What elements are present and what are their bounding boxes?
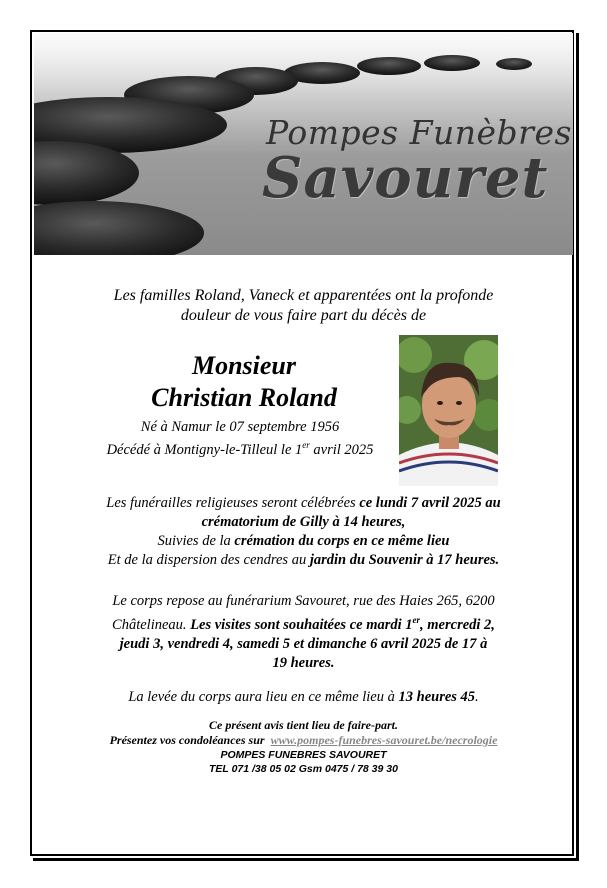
intro-line1: Les familles Roland, Vaneck et apparentées ont la profonde <box>113 287 494 304</box>
death-line: Décédé à Montigny-le-Tilleul le 1er avril 2025 <box>106 440 374 458</box>
deceased-name: Christian Roland <box>151 383 337 412</box>
brand-name-line2: Savouret <box>262 145 549 211</box>
notice-text: Ce présent avis tient lieu de faire-part. <box>209 718 398 732</box>
company-phone: TEL 071 /38 05 02 Gsm 0475 / 78 39 30 <box>209 763 398 775</box>
deceased-photo <box>399 335 498 486</box>
deceased-name-block <box>104 350 384 414</box>
visits-line4: 19 heures. <box>272 654 335 671</box>
funeral-line1: Les funérailles religieuses seront célébrées ce lundi 7 avril 2025 au <box>106 495 501 511</box>
levee-details: La levée du corps aura lieu en ce même lieu à 13 heures 45. <box>128 689 479 705</box>
intro-text <box>70 286 537 326</box>
intro-line2: douleur de vous faire part du décès de <box>180 307 427 324</box>
visits-details <box>80 592 527 673</box>
portrait-image <box>399 335 498 486</box>
funeral-line3: Suivies de la crémation du corps en ce même lieu <box>157 533 450 549</box>
visits-line2: Châtelineau. Les visites sont souhaitées ce mardi 1er, mercredi 2, <box>112 615 495 633</box>
visits-line1: Le corps repose au funérarium Savouret, rue des Haies 265, 6200 <box>112 593 495 609</box>
necrologie-link[interactable]: www.pompes-funebres-savouret.be/necrologie <box>270 733 498 747</box>
footer <box>40 718 567 776</box>
visits-line3: jeudi 3, vendredi 4, samedi 5 et dimanche 6 avril 2025 de 17 à <box>119 635 488 652</box>
condolences-line: Présentez vos condoléances sur www.pompes-funebres-savouret.be/necrologie <box>109 733 498 747</box>
company-name: POMPES FUNEBRES SAVOURET <box>220 749 387 761</box>
funeral-line2: crématorium de Gilly à 14 heures, <box>201 514 406 530</box>
deceased-title: Monsieur <box>191 351 297 380</box>
header-banner <box>34 33 573 255</box>
funeral-details <box>60 494 547 570</box>
deceased-dates <box>70 418 410 459</box>
birth-line: Né à Namur le 07 septembre 1956 <box>140 419 340 435</box>
funeral-line4: Et de la dispersion des cendres au jardin du Souvenir à 17 heures. <box>107 552 500 568</box>
brand-name-line1: Pompes Funèbres <box>266 113 572 152</box>
